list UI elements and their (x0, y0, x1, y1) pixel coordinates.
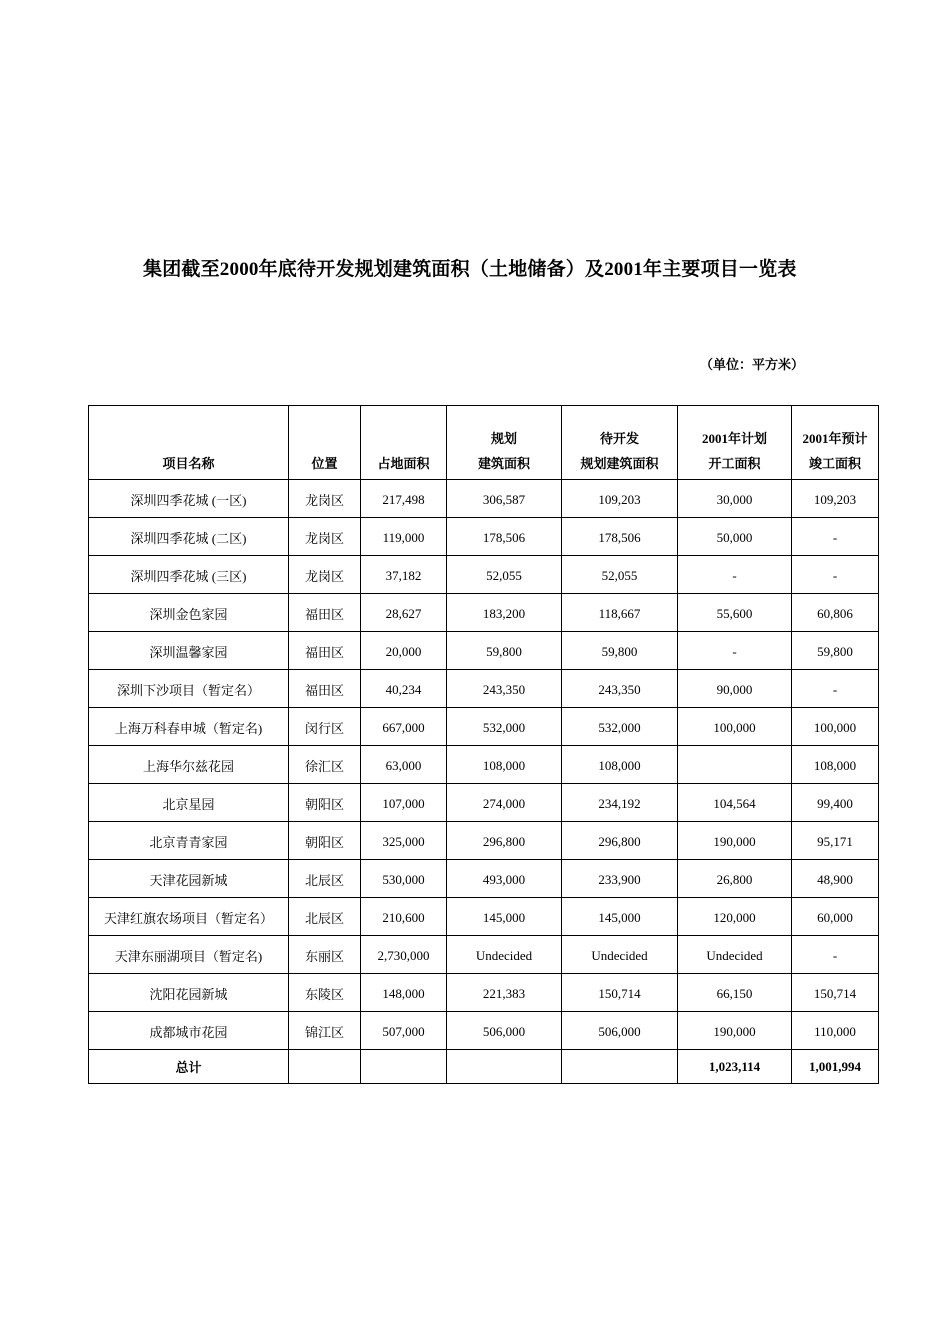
table-row (89, 974, 879, 1012)
cell-location: 朝阳区 (289, 822, 361, 860)
cell-project-name: 深圳四季花城 (一区) (89, 480, 289, 518)
header-line: 项目名称 (162, 456, 215, 471)
total-2001-completion-area: 1,001,994 (792, 1050, 879, 1084)
cell-project-name: 天津红旗农场项目（暂定名） (89, 898, 289, 936)
cell-2001-completion-area: 99,400 (792, 784, 879, 822)
cell-land-area: 667,000 (361, 708, 447, 746)
table-row (89, 1012, 879, 1050)
cell-2001-completion-area: - (792, 670, 879, 708)
cell-pending-area: 118,667 (562, 594, 678, 632)
cell-2001-completion-area: 48,900 (792, 860, 879, 898)
cell-2001-start-area: 104,564 (678, 784, 792, 822)
cell-pending-area: Undecided (562, 936, 678, 974)
header-project-name (89, 406, 289, 480)
cell-pending-area: 145,000 (562, 898, 678, 936)
cell-pending-area: 532,000 (562, 708, 678, 746)
cell-location: 东陵区 (289, 974, 361, 1012)
land-reserve-table (88, 405, 879, 1084)
header-line: 位置 (311, 456, 338, 471)
table-row (89, 556, 879, 594)
cell-2001-completion-area: 109,203 (792, 480, 879, 518)
cell-project-name: 北京星园 (89, 784, 289, 822)
cell-project-name: 深圳四季花城 (二区) (89, 518, 289, 556)
cell-pending-area: 506,000 (562, 1012, 678, 1050)
cell-location: 龙岗区 (289, 480, 361, 518)
cell-land-area: 40,234 (361, 670, 447, 708)
cell-location: 福田区 (289, 670, 361, 708)
cell-project-name: 北京青青家园 (89, 822, 289, 860)
cell-2001-start-area: 50,000 (678, 518, 792, 556)
cell-pending-area: 109,203 (562, 480, 678, 518)
table-row (89, 518, 879, 556)
cell-2001-start-area: - (678, 556, 792, 594)
header-2001-completion-area (792, 406, 879, 480)
page-title: 集团截至2000年底待开发规划建筑面积（土地储备）及2001年主要项目一览表 (143, 259, 797, 280)
cell-2001-completion-area: 108,000 (792, 746, 879, 784)
cell-pending-area: 243,350 (562, 670, 678, 708)
cell-project-name: 深圳金色家园 (89, 594, 289, 632)
cell-land-area: 2,730,000 (361, 936, 447, 974)
cell-planned-area: 274,000 (447, 784, 562, 822)
cell-land-area: 63,000 (361, 746, 447, 784)
cell-2001-start-area: 100,000 (678, 708, 792, 746)
cell-location: 福田区 (289, 632, 361, 670)
cell-project-name: 成都城市花园 (89, 1012, 289, 1050)
cell-2001-completion-area: - (792, 518, 879, 556)
cell-location: 北辰区 (289, 898, 361, 936)
total-planned-area (447, 1050, 562, 1084)
cell-project-name: 沈阳花园新城 (89, 974, 289, 1012)
cell-pending-area: 296,800 (562, 822, 678, 860)
header-line: 待开发 (599, 431, 639, 446)
cell-2001-completion-area: 60,806 (792, 594, 879, 632)
cell-2001-completion-area: 95,171 (792, 822, 879, 860)
header-2001-start-area (678, 406, 792, 480)
table-row (89, 594, 879, 632)
cell-project-name: 天津花园新城 (89, 860, 289, 898)
cell-project-name: 深圳温馨家园 (89, 632, 289, 670)
cell-land-area: 507,000 (361, 1012, 447, 1050)
cell-2001-completion-area: 59,800 (792, 632, 879, 670)
cell-location: 闵行区 (289, 708, 361, 746)
cell-land-area: 119,000 (361, 518, 447, 556)
table-row (89, 746, 879, 784)
cell-2001-start-area: 30,000 (678, 480, 792, 518)
header-planned-area (447, 406, 562, 480)
cell-2001-start-area: 190,000 (678, 822, 792, 860)
cell-project-name: 上海万科春申城（暂定名) (89, 708, 289, 746)
cell-location: 龙岗区 (289, 518, 361, 556)
cell-2001-completion-area: 110,000 (792, 1012, 879, 1050)
table-row (89, 860, 879, 898)
total-row (89, 1050, 879, 1084)
cell-2001-completion-area: - (792, 936, 879, 974)
cell-planned-area: 306,587 (447, 480, 562, 518)
table-row (89, 784, 879, 822)
table-header (89, 406, 879, 480)
header-line: 2001年预计 (802, 431, 868, 446)
header-line: 占地面积 (377, 456, 430, 471)
cell-pending-area: 178,506 (562, 518, 678, 556)
cell-planned-area: 178,506 (447, 518, 562, 556)
cell-2001-start-area: - (678, 632, 792, 670)
cell-planned-area: 493,000 (447, 860, 562, 898)
cell-land-area: 217,498 (361, 480, 447, 518)
cell-planned-area: 145,000 (447, 898, 562, 936)
table-row (89, 936, 879, 974)
cell-2001-completion-area: 150,714 (792, 974, 879, 1012)
cell-planned-area: 183,200 (447, 594, 562, 632)
cell-2001-start-area: 90,000 (678, 670, 792, 708)
cell-planned-area: Undecided (447, 936, 562, 974)
cell-land-area: 210,600 (361, 898, 447, 936)
cell-planned-area: 108,000 (447, 746, 562, 784)
header-line: 建筑面积 (477, 456, 530, 471)
cell-2001-completion-area: 100,000 (792, 708, 879, 746)
cell-planned-area: 243,350 (447, 670, 562, 708)
cell-planned-area: 221,383 (447, 974, 562, 1012)
header-line: 2001年计划 (701, 431, 767, 446)
header-line: 规划建筑面积 (580, 456, 659, 471)
header-pending-area (562, 406, 678, 480)
cell-land-area: 325,000 (361, 822, 447, 860)
cell-land-area: 107,000 (361, 784, 447, 822)
total-land-area (361, 1050, 447, 1084)
cell-location: 锦江区 (289, 1012, 361, 1050)
header-line: 规划 (490, 431, 517, 446)
cell-2001-start-area: Undecided (678, 936, 792, 974)
cell-2001-completion-area: - (792, 556, 879, 594)
cell-2001-start-area: 120,000 (678, 898, 792, 936)
header-land-area (361, 406, 447, 480)
cell-land-area: 37,182 (361, 556, 447, 594)
cell-pending-area: 108,000 (562, 746, 678, 784)
cell-planned-area: 506,000 (447, 1012, 562, 1050)
cell-2001-start-area: 190,000 (678, 1012, 792, 1050)
table-row (89, 480, 879, 518)
cell-location: 朝阳区 (289, 784, 361, 822)
cell-land-area: 28,627 (361, 594, 447, 632)
cell-pending-area: 233,900 (562, 860, 678, 898)
total-2001-start-area: 1,023,114 (678, 1050, 792, 1084)
cell-planned-area: 296,800 (447, 822, 562, 860)
cell-pending-area: 150,714 (562, 974, 678, 1012)
cell-pending-area: 52,055 (562, 556, 678, 594)
table-body (89, 480, 879, 1050)
total-location (289, 1050, 361, 1084)
header-location (289, 406, 361, 480)
cell-project-name: 天津东丽湖项目（暂定名) (89, 936, 289, 974)
cell-planned-area: 52,055 (447, 556, 562, 594)
table-row (89, 708, 879, 746)
cell-pending-area: 59,800 (562, 632, 678, 670)
table-row (89, 632, 879, 670)
cell-2001-start-area: 26,800 (678, 860, 792, 898)
cell-location: 北辰区 (289, 860, 361, 898)
table-row (89, 898, 879, 936)
table-row (89, 822, 879, 860)
cell-land-area: 20,000 (361, 632, 447, 670)
cell-location: 徐汇区 (289, 746, 361, 784)
unit-note: （单位：平方米） (700, 357, 805, 372)
cell-pending-area: 234,192 (562, 784, 678, 822)
cell-planned-area: 59,800 (447, 632, 562, 670)
total-pending-area (562, 1050, 678, 1084)
cell-location: 龙岗区 (289, 556, 361, 594)
cell-planned-area: 532,000 (447, 708, 562, 746)
cell-land-area: 148,000 (361, 974, 447, 1012)
cell-project-name: 上海华尔兹花园 (89, 746, 289, 784)
cell-2001-start-area: 55,600 (678, 594, 792, 632)
cell-land-area: 530,000 (361, 860, 447, 898)
total-label: 总计 (89, 1050, 289, 1084)
cell-location: 福田区 (289, 594, 361, 632)
cell-project-name: 深圳四季花城 (三区) (89, 556, 289, 594)
cell-2001-start-area: 66,150 (678, 974, 792, 1012)
header-line: 开工面积 (708, 456, 761, 471)
cell-location: 东丽区 (289, 936, 361, 974)
table-footer (89, 1050, 879, 1084)
cell-2001-completion-area: 60,000 (792, 898, 879, 936)
header-row (89, 406, 879, 480)
table-row (89, 670, 879, 708)
cell-2001-start-area (678, 746, 792, 784)
cell-project-name: 深圳下沙项目（暂定名） (89, 670, 289, 708)
header-line: 竣工面积 (808, 456, 861, 471)
